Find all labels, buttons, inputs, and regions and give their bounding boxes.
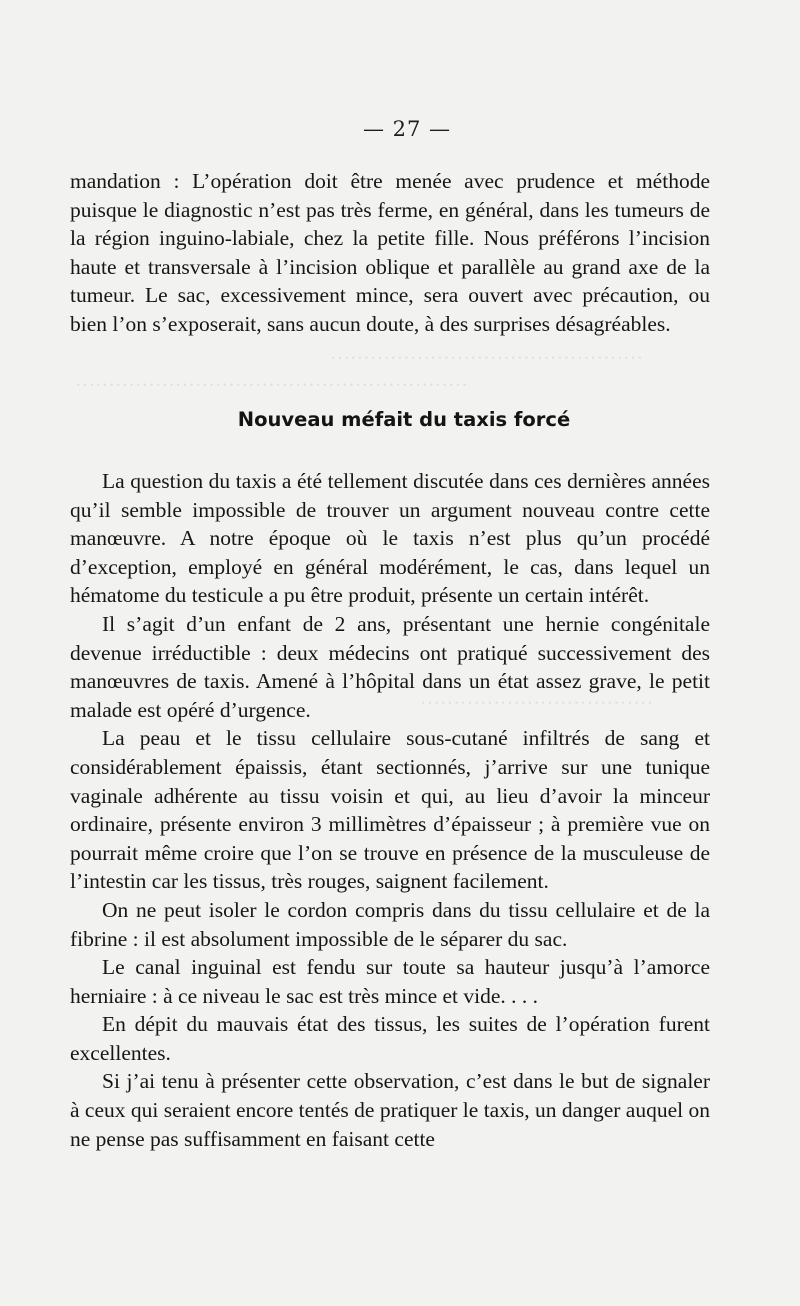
- paragraph-inguinal-canal: Le canal inguinal est fendu sur toute sa hauteur jusqu’à l’amorce herniaire : à ce niveau le sac est très mince et vide. . . .: [70, 955, 710, 1008]
- intro-paragraph: mandation : L’opération doit être menée avec prudence et méthode puisque le diagnostic n’est pas très ferme, en général, dans les tumeurs de la région inguino-labiale, chez la petite fille. Nous préférons l’incision haute et transversale à l’incision oblique et parallèle au grand axe de la tumeur. Le sac, excessivement mince, sera ouvert avec précaution, ou bien l’on s’exposerait, sans aucun doute, à des surprises désagréables.: [70, 169, 710, 336]
- section-heading: Nouveau méfait du taxis forcé: [237, 408, 571, 431]
- paragraph-case-child: Il s’agit d’un enfant de 2 ans, présentant une hernie congénitale devenue irréductible : deux médecins ont pratiqué successivement des manœuvres de taxis. Amené à l’hôpital dans un état assez grave, le petit malade est opéré d’urgence.: [70, 611, 710, 722]
- page-number: — 27 —: [362, 117, 452, 141]
- paragraph-cord-isolation: On ne peut isoler le cordon compris dans du tissu cellulaire et de la fibrine : il est absolument impossible de le séparer du sac.: [70, 897, 710, 951]
- paragraph-taxis-question: La question du taxis a été tellement discutée dans ces dernières années qu’il semble impossible de trouver un argument nouveau contre cette manœuvre. A notre époque où le taxis n’est plus qu’un procédé d’exception, employé en général modérément, le cas, dans lequel un hématome du testicule a pu être produit, présente un certain intérêt.: [70, 469, 710, 608]
- paragraph-operation-findings: La peau et le tissu cellulaire sous-cutané infiltrés de sang et considérablement épaissis, étant sectionnés, j’arrive sur une tunique vaginale adhérente au tissu voisin et qui, au lieu d’avoir la minceur ordinaire, présente environ 3 millimètres d’épaisseur ; à première vue on pourrait même croire que l’on se trouve en présence de la musculeuse de l’intestin car les tissus, très rouges, saignent facilement.: [70, 726, 710, 894]
- paragraph-conclusion: Si j’ai tenu à présenter cette observation, c’est dans le but de signaler à ceux qui seraient encore tentés de pratiquer le taxis, un danger auquel on ne pense pas suffisamment en faisant cette: [70, 1069, 710, 1151]
- intro-text-block: [70, 167, 710, 339]
- bleed-through-shadow: ···························································: [75, 373, 468, 395]
- body-text-block: [70, 467, 710, 1153]
- paragraph-outcome: En dépit du mauvais état des tissus, les suites de l’opération furent excellentes.: [70, 1012, 710, 1065]
- bleed-through-shadow: ···································: [420, 691, 654, 713]
- bleed-through-shadow: ···············································: [330, 346, 644, 368]
